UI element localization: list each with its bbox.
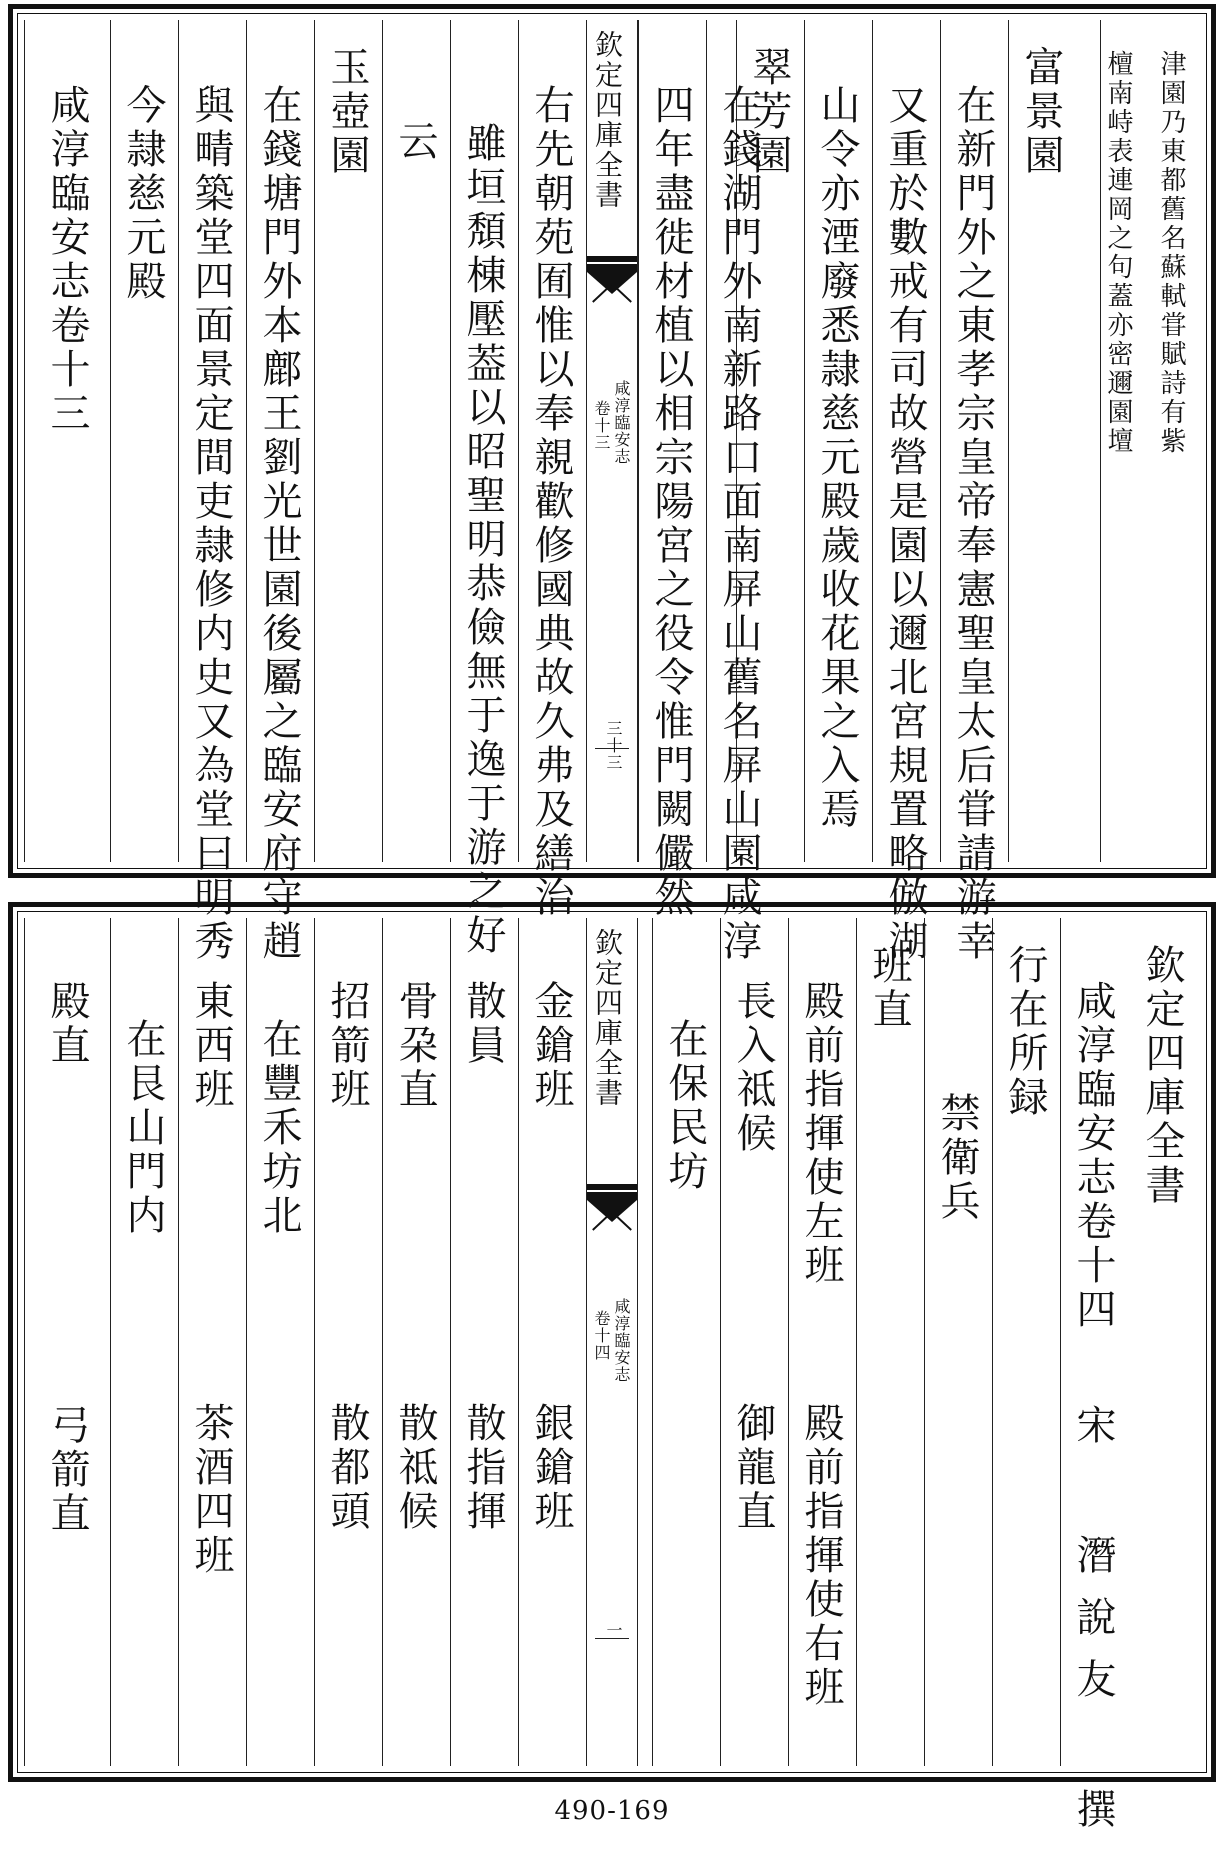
- column-13-text: 云: [392, 120, 438, 164]
- column-15-text: 在錢塘門外本鄜王劉光世園後屬之臨安府守趙: [256, 84, 302, 964]
- column-11-top-text: 骨朶直: [392, 980, 438, 1112]
- column-14-top-text: 東西班: [188, 980, 234, 1112]
- column-3: [992, 918, 1060, 1766]
- column-4-text: 富景園: [1018, 46, 1064, 178]
- column-5: [856, 918, 924, 1766]
- column-12: [450, 20, 518, 958]
- fold-book-name: 咸淳臨安志: [612, 380, 631, 465]
- column-4: [1008, 20, 1076, 862]
- column-9: [706, 20, 774, 964]
- column-4-text: 禁衛兵: [934, 1092, 980, 1224]
- fold-page-number: 一: [604, 1622, 623, 1639]
- page-number-footer: 490-169: [554, 1796, 670, 1826]
- fold-book-name: 咸淳臨安志: [612, 1298, 631, 1383]
- column-2-text: 檀南峙表連岡之句蓋亦密邇園壇: [1103, 50, 1133, 456]
- column-17: [110, 20, 178, 862]
- column-2: [1060, 918, 1128, 1850]
- fold-band: [587, 1184, 637, 1190]
- column-9-bottom-text: 銀鎗班: [528, 1402, 574, 1534]
- fishtail-mark-icon: [587, 1192, 637, 1232]
- column-11-text: 右先朝苑囿惟以奉親歡修國典故久弗及繕治: [528, 84, 574, 920]
- fold-band: [587, 256, 637, 262]
- column-7-bottom-text: 御龍直: [730, 1402, 776, 1534]
- column-11-bottom-text: 散祗候: [392, 1402, 438, 1534]
- fold-page-rule: [595, 1638, 629, 1639]
- column-6-text: 又重於數戒有司故營是園以邇北宮規置略倣湖: [882, 84, 928, 964]
- fold-title: 欽定四庫全書: [591, 928, 624, 1108]
- column-10-top-text: 散員: [460, 980, 506, 1068]
- fold-page-rule: [595, 748, 629, 749]
- column-14: [314, 20, 382, 862]
- column-15: [110, 918, 178, 1766]
- column-1-text: 津園乃東都舊名蘇軾甞賦詩有紫: [1156, 50, 1186, 456]
- column-11: [382, 918, 450, 1766]
- column-14: [178, 918, 246, 1766]
- column-2-author-text: 宋 潛說友 撰: [1070, 1404, 1116, 1850]
- column-15-text: 在艮山門内: [120, 1018, 166, 1238]
- column-6: [788, 918, 856, 1766]
- column-14-text: 玉壺園: [324, 46, 370, 178]
- top-page-fold-strip: [586, 20, 638, 862]
- column-10: [638, 20, 706, 920]
- fold-page-number: 三十三: [604, 720, 623, 771]
- column-6-top-text: 殿前指揮使左班: [798, 980, 844, 1288]
- fold-volume: 卷十四: [592, 1310, 611, 1361]
- column-8: [652, 918, 720, 1766]
- column-1: [1128, 918, 1200, 1766]
- column-16: [24, 918, 110, 1766]
- column-10-bottom-text: 散指揮: [460, 1402, 506, 1534]
- column-7-top-text: 長入祗候: [730, 980, 776, 1156]
- column-18: [24, 20, 110, 862]
- fold-volume: 卷十三: [592, 400, 611, 451]
- column-1: [1140, 20, 1208, 862]
- column-17-text: 今隷慈元殿: [120, 84, 166, 304]
- column-16-top-text: 殿直: [44, 980, 90, 1068]
- column-14-bottom-text: 茶酒四班: [188, 1402, 234, 1578]
- column-9-top-text: 金鎗班: [528, 980, 574, 1112]
- column-18-text: 咸淳臨安志卷十三: [44, 84, 90, 436]
- column-8-text: 翠芳園: [746, 46, 792, 178]
- fold-title: 欽定四庫全書: [591, 30, 624, 210]
- column-12: [314, 918, 382, 1766]
- column-5-text: 班直: [866, 944, 912, 1032]
- column-11: [518, 20, 586, 920]
- column-13: [246, 918, 314, 1766]
- column-2: [1100, 20, 1140, 862]
- column-16-text: 與𤲟築堂四面景定間吏隷修内史又為堂曰明秀: [188, 84, 234, 964]
- column-5-text: 在新門外之東孝宗皇帝奉憲聖皇太后甞請游幸: [950, 84, 996, 964]
- column-12-text: 雖垣頽棟壓葢以昭聖明恭儉無于逸于游之好: [460, 122, 506, 958]
- column-gap: [638, 918, 652, 1766]
- column-13-text: 在豐禾坊北: [256, 1018, 302, 1238]
- column-7: [804, 20, 872, 862]
- column-7-text: 山令亦湮廢悉隷慈元殿歲收花果之入焉: [814, 84, 860, 832]
- column-1-text: 欽定四庫全書: [1139, 944, 1185, 1208]
- column-10-text: 四年盡徙材植以相宗陽宮之役令惟門闕儼然: [648, 84, 694, 920]
- column-12-top-text: 招箭班: [324, 980, 370, 1112]
- column-15: [246, 20, 314, 964]
- column-6: [872, 20, 940, 964]
- column-5: [940, 20, 1008, 964]
- column-16: [178, 20, 246, 964]
- fishtail-mark-icon: [587, 264, 637, 304]
- column-9-text: 在錢湖門外南新路口面南屏山舊名屏山園咸淳: [716, 84, 762, 964]
- bottom-page-fold-strip: [586, 918, 638, 1766]
- column-4: [924, 918, 992, 1766]
- column-2-top-text: 咸淳臨安志卷十四: [1070, 980, 1116, 1332]
- column-7: [720, 918, 788, 1766]
- column-6-bottom-text: 殿前指揮使右班: [798, 1402, 844, 1710]
- column-3-text: 行在所録: [1002, 944, 1048, 1120]
- column-8-text: 在保民坊: [662, 1018, 708, 1194]
- column-13: [382, 20, 450, 862]
- column-9: [518, 918, 586, 1766]
- column-10: [450, 918, 518, 1766]
- top-page: [8, 4, 1216, 964]
- column-12-bottom-text: 散都頭: [324, 1402, 370, 1534]
- column-16-bottom-text: 弓箭直: [44, 1404, 90, 1536]
